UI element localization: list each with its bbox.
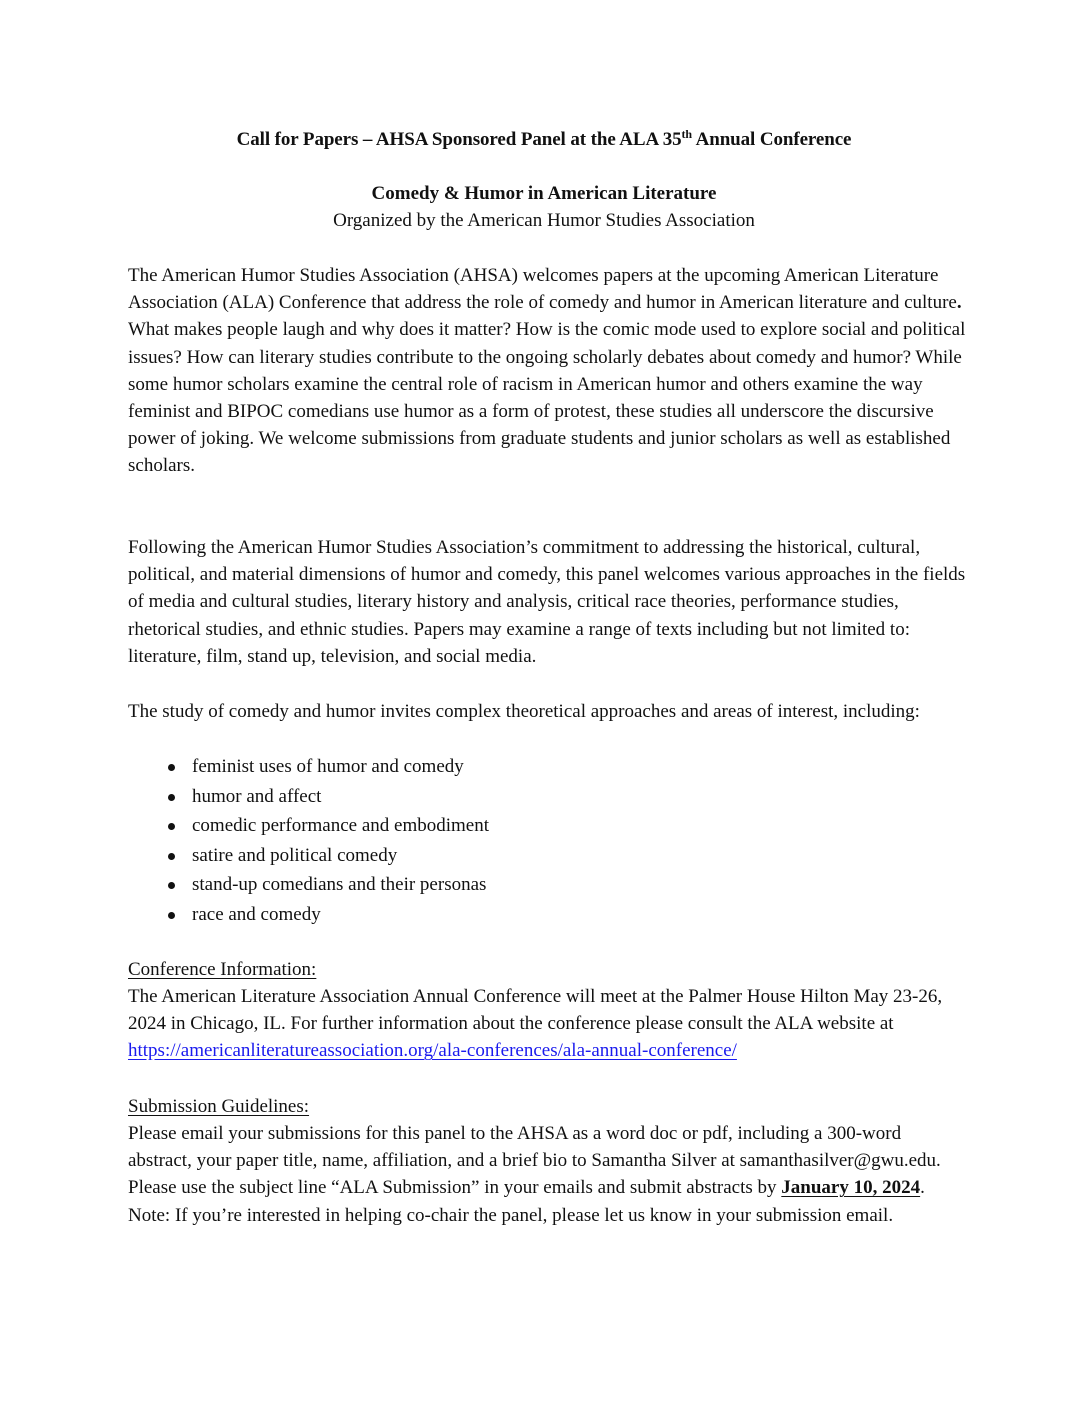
conference-info-heading: Conference Information: bbox=[128, 959, 317, 980]
topics-list bbox=[128, 752, 968, 930]
submission-text-part-1: Please email your submissions for this panel to the AHSA as a word doc or pdf, including a 300-word abstract, your paper title, name, affiliation, and a brief bio to Samantha Silver at samanthasilver@gwu.edu. Please use the subject line “ALA Submission” in your emails and submit abstracts by bbox=[128, 1123, 941, 1199]
bullet-icon bbox=[168, 853, 175, 860]
submission-guidelines-heading: Submission Guidelines: bbox=[128, 1096, 310, 1117]
topic-label: feminist uses of humor and comedy bbox=[192, 756, 464, 777]
submission-text-part-2: . Note: If you’re interested in helping co-chair the panel, please let us know in your submission email. bbox=[128, 1177, 925, 1226]
bullet-icon bbox=[168, 794, 175, 801]
submission-deadline: January 10, 2024 bbox=[781, 1177, 921, 1199]
submission-guidelines-paragraph bbox=[128, 1120, 968, 1229]
ala-website-link[interactable]: https://americanliteratureassociation.org/ala-conferences/ala-annual-conference/ bbox=[128, 1040, 737, 1062]
bullet-icon bbox=[168, 764, 175, 771]
panel-subtitle: Comedy & Humor in American Literature bbox=[371, 183, 717, 204]
list-item bbox=[128, 900, 968, 930]
approaches-paragraph: Following the American Humor Studies Association’s commitment to addressing the historical, cultural, political, and material dimensions of humor and comedy, this panel welcomes various approaches in the fields of media and cultural studies, literary history and analysis, critical race theories, performance studies, rhetorical studies, and ethnic studies. Papers may examine a range of texts including but not limited to: literature, film, stand up, television, and social media. bbox=[128, 537, 966, 667]
topics-intro-paragraph: The study of comedy and humor invites complex theoretical approaches and areas of interest, including: bbox=[128, 701, 920, 722]
bullet-icon bbox=[168, 882, 175, 889]
topic-label: race and comedy bbox=[192, 903, 321, 925]
topic-label: satire and political comedy bbox=[192, 844, 398, 866]
title-suffix: Annual Conference bbox=[692, 129, 852, 150]
list-item bbox=[128, 811, 968, 841]
intro-bold-period: . bbox=[956, 292, 962, 314]
conference-info-text: The American Literature Association Annual Conference will meet at the Palmer House Hilton May 23-26, 2024 in Chicago, IL. For further information about the conference please consult the ALA website at bbox=[128, 986, 943, 1035]
title-ordinal-superscript: th bbox=[681, 127, 692, 141]
list-item bbox=[128, 752, 968, 782]
title-prefix: Call for Papers – AHSA Sponsored Panel at the ALA 35 bbox=[236, 129, 682, 150]
list-item bbox=[128, 870, 968, 900]
intro-text-part-1: The American Humor Studies Association (AHSA) welcomes papers at the upcoming American Literature Association (ALA) Conference that address the role of comedy and humor in American literature and culture bbox=[128, 265, 957, 314]
bullet-icon bbox=[168, 912, 175, 919]
conference-info-paragraph bbox=[128, 983, 968, 1065]
organizer-line: Organized by the American Humor Studies Association bbox=[333, 210, 755, 231]
page-title bbox=[0, 127, 1088, 153]
intro-text-part-2: What makes people laugh and why does it matter? How is the comic mode used to explore social and political issues? How can literary studies contribute to the ongoing scholarly debates about comedy and humor? While some humor scholars examine the central role of racism in American humor and others examine the way feminist and BIPOC comedians use humor as a form of protest, these studies all underscore the discursive power of joking. We welcome submissions from graduate students and junior scholars as well as established scholars. bbox=[128, 319, 966, 477]
intro-paragraph bbox=[128, 262, 968, 480]
topic-label: comedic performance and embodiment bbox=[192, 815, 490, 837]
list-item bbox=[128, 782, 968, 812]
bullet-icon bbox=[168, 823, 175, 830]
topic-label: humor and affect bbox=[192, 785, 322, 807]
topic-label: stand-up comedians and their personas bbox=[192, 874, 487, 896]
list-item bbox=[128, 841, 968, 871]
